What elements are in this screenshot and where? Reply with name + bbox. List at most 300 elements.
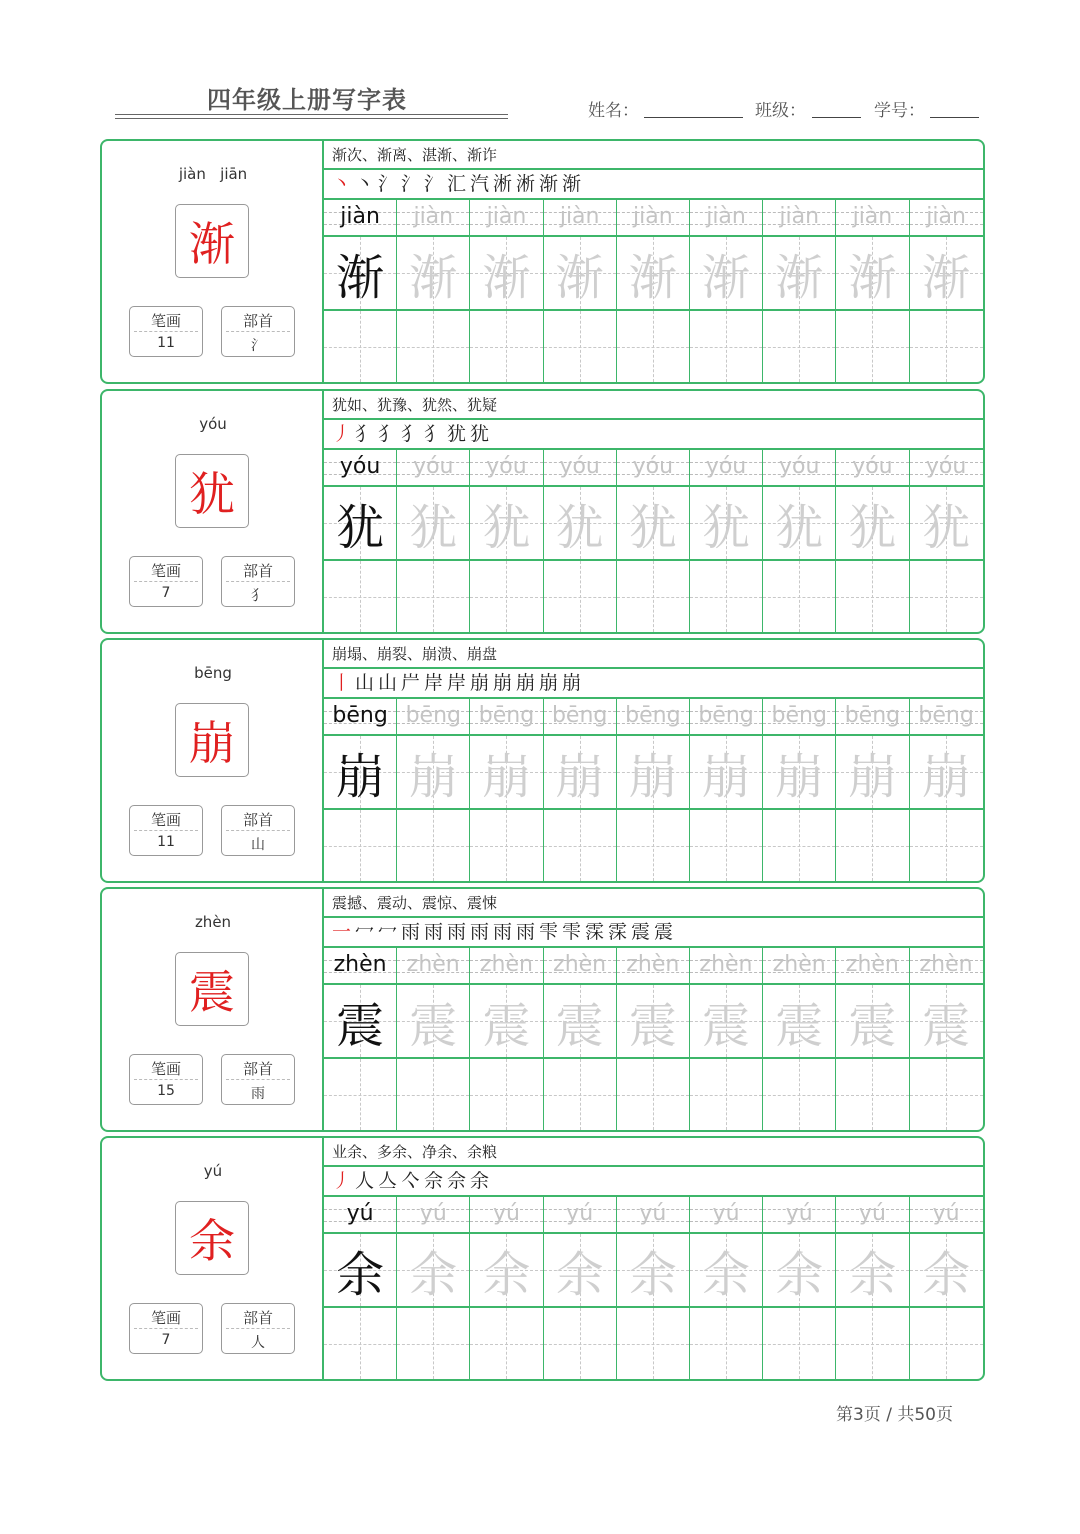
example-words: 崩塌、崩裂、崩溃、崩盘	[324, 640, 983, 669]
stroke-order-step: 余	[470, 1170, 490, 1192]
char-cell[interactable]	[544, 985, 617, 1057]
pinyin-cell[interactable]	[470, 699, 543, 734]
char-cell[interactable]	[617, 487, 690, 559]
stroke-order-row	[324, 918, 983, 948]
char-cell[interactable]	[690, 237, 763, 309]
blank-writing-cell[interactable]	[544, 810, 617, 881]
char-cell[interactable]	[836, 237, 909, 309]
stroke-order-step: 一	[332, 921, 352, 943]
pinyin-trace: bēng	[918, 703, 974, 728]
pinyin-cell[interactable]	[397, 699, 470, 734]
blank-writing-cell[interactable]	[324, 1059, 397, 1130]
stroke-order-step: 雨	[493, 921, 513, 943]
pinyin-cell[interactable]	[397, 450, 470, 485]
char-trace: 崩	[702, 748, 751, 805]
character-card	[100, 389, 985, 634]
char-cell[interactable]	[397, 487, 470, 559]
pinyin-trace: yú	[858, 1201, 886, 1226]
pinyin-cell[interactable]	[324, 450, 397, 485]
pinyin-trace: yóu	[925, 454, 967, 479]
card-info-panel	[102, 640, 324, 881]
stroke-order-step: 淅	[493, 173, 513, 195]
stroke-order-row	[324, 170, 983, 200]
pinyin-cell[interactable]	[910, 1197, 983, 1232]
stroke-order-step: 岸	[447, 672, 467, 694]
stroke-order-step: 崩	[539, 672, 559, 694]
stroke-order-step: 氵	[378, 173, 398, 195]
char-model: 渐	[336, 249, 385, 306]
char-trace-row	[324, 985, 983, 1059]
pinyin-cell[interactable]	[690, 1197, 763, 1232]
practice-grid	[324, 141, 983, 382]
char-blank-row	[324, 561, 983, 632]
pinyin-cell[interactable]	[397, 948, 470, 983]
stroke-count-value: 7	[161, 585, 171, 601]
stroke-order-step: 犭	[424, 423, 444, 445]
char-cell[interactable]	[690, 487, 763, 559]
char-trace-row	[324, 237, 983, 311]
pinyin-cell[interactable]	[910, 699, 983, 734]
pinyin-cell[interactable]	[544, 948, 617, 983]
blank-writing-cell[interactable]	[397, 311, 470, 382]
pinyin-cell[interactable]	[544, 1197, 617, 1232]
blank-writing-cell[interactable]	[544, 311, 617, 382]
stroke-order-step: 犭	[401, 423, 421, 445]
pinyin-cell[interactable]	[910, 450, 983, 485]
stroke-order-step: 雫	[539, 921, 559, 943]
page-title: 四年级上册写字表	[207, 86, 407, 114]
stroke-order-step: 雨	[516, 921, 536, 943]
character-card	[100, 1136, 985, 1381]
radical-box	[221, 1303, 295, 1354]
pinyin-trace: yóu	[632, 454, 674, 479]
char-cell[interactable]	[690, 1234, 763, 1306]
pinyin-cell[interactable]	[836, 450, 909, 485]
blank-writing-cell[interactable]	[617, 561, 690, 632]
char-cell[interactable]	[324, 1234, 397, 1306]
char-cell[interactable]	[397, 736, 470, 808]
pinyin-trace: bēng	[478, 703, 535, 728]
char-cell[interactable]	[836, 1234, 909, 1306]
stroke-order-step: 汽	[470, 173, 490, 195]
radical-label: 部首	[242, 1309, 273, 1327]
number-label: 学号：	[874, 101, 925, 121]
char-pinyin: zhèn	[194, 913, 232, 931]
blank-writing-cell[interactable]	[397, 1308, 470, 1379]
char-cell[interactable]	[470, 1234, 543, 1306]
practice-grid	[324, 889, 983, 1130]
char-trace: 震	[409, 997, 458, 1054]
practice-grid	[324, 640, 983, 881]
char-trace: 震	[848, 997, 897, 1054]
stroke-order-step: 犹	[447, 423, 467, 445]
radical-label: 部首	[242, 811, 273, 829]
char-trace: 崩	[628, 748, 677, 805]
char-cell[interactable]	[763, 487, 836, 559]
pinyin-trace: jiàn	[852, 204, 893, 229]
pinyin-trace: yú	[932, 1201, 960, 1226]
title-underline-2	[115, 118, 508, 119]
char-pinyin: yóu	[199, 415, 227, 433]
blank-writing-cell[interactable]	[617, 1308, 690, 1379]
blank-writing-cell[interactable]	[910, 1308, 983, 1379]
example-words: 渐次、渐离、湛渐、渐诈	[324, 141, 983, 170]
char-cell[interactable]	[763, 1234, 836, 1306]
stroke-order-step: 犭	[378, 423, 398, 445]
blank-writing-cell[interactable]	[544, 1059, 617, 1130]
main-character: 崩	[175, 703, 249, 777]
blank-writing-cell[interactable]	[470, 1308, 543, 1379]
char-trace: 震	[702, 997, 751, 1054]
char-trace: 震	[628, 997, 677, 1054]
char-cell[interactable]	[617, 736, 690, 808]
char-trace: 余	[555, 1246, 604, 1303]
radical-value: 雨	[251, 1086, 265, 1102]
stroke-order-row	[324, 669, 983, 699]
blank-writing-cell[interactable]	[690, 561, 763, 632]
pinyin-cell[interactable]	[690, 948, 763, 983]
pinyin-model: yóu	[339, 454, 381, 479]
pinyin-trace: yú	[566, 1201, 594, 1226]
char-cell[interactable]	[397, 1234, 470, 1306]
blank-writing-cell[interactable]	[617, 311, 690, 382]
divider	[134, 830, 198, 831]
blank-writing-cell[interactable]	[397, 810, 470, 881]
pinyin-cell[interactable]	[544, 699, 617, 734]
stroke-order-step: 亼	[378, 1170, 398, 1192]
blank-writing-cell[interactable]	[836, 1308, 909, 1379]
radical-box	[221, 805, 295, 856]
char-cell[interactable]	[470, 237, 543, 309]
stroke-order-step: 犭	[355, 423, 375, 445]
char-cell[interactable]	[544, 487, 617, 559]
char-trace: 犹	[628, 499, 677, 556]
pinyin-trace: yóu	[413, 454, 454, 479]
radical-value: 犭	[251, 588, 265, 604]
divider	[226, 1328, 290, 1329]
pinyin-cell[interactable]	[910, 200, 983, 235]
char-trace: 犹	[848, 499, 897, 556]
pinyin-cell[interactable]	[397, 1197, 470, 1232]
pinyin-trace: bēng	[844, 703, 901, 728]
class-field[interactable]	[812, 117, 861, 118]
char-model: 余	[336, 1246, 385, 1303]
char-cell[interactable]	[690, 736, 763, 808]
blank-writing-cell[interactable]	[544, 561, 617, 632]
blank-writing-cell[interactable]	[836, 311, 909, 382]
blank-writing-cell[interactable]	[470, 1059, 543, 1130]
divider	[134, 1328, 198, 1329]
stroke-count-value: 11	[157, 834, 175, 850]
stroke-order-step: 雨	[424, 921, 444, 943]
char-trace: 渐	[702, 249, 751, 306]
pinyin-trace: jiàn	[413, 204, 454, 229]
char-cell[interactable]	[544, 1234, 617, 1306]
char-trace: 犹	[922, 499, 971, 556]
pinyin-cell[interactable]	[544, 450, 617, 485]
char-trace: 渐	[555, 249, 604, 306]
pinyin-trace: jiàn	[779, 204, 820, 229]
blank-writing-cell[interactable]	[324, 311, 397, 382]
pinyin-model: zhèn	[333, 952, 387, 977]
stroke-order-step: 震	[654, 921, 674, 943]
divider	[226, 331, 290, 332]
stroke-count-label: 笔画	[150, 811, 181, 829]
blank-writing-cell[interactable]	[836, 561, 909, 632]
stroke-order-step: 犹	[470, 423, 490, 445]
char-cell[interactable]	[617, 1234, 690, 1306]
blank-writing-cell[interactable]	[763, 561, 836, 632]
char-cell[interactable]	[763, 985, 836, 1057]
char-cell[interactable]	[617, 237, 690, 309]
pinyin-cell[interactable]	[617, 200, 690, 235]
char-cell[interactable]	[836, 736, 909, 808]
char-trace: 震	[555, 997, 604, 1054]
char-cell[interactable]	[910, 736, 983, 808]
stroke-order-step: 崩	[562, 672, 582, 694]
blank-writing-cell[interactable]	[763, 1308, 836, 1379]
radical-value: 人	[251, 1335, 265, 1351]
pinyin-practice-row	[324, 1197, 983, 1234]
char-cell[interactable]	[836, 985, 909, 1057]
char-trace-row	[324, 487, 983, 561]
pinyin-cell[interactable]	[690, 699, 763, 734]
blank-writing-cell[interactable]	[470, 311, 543, 382]
stroke-count-value: 15	[157, 1083, 175, 1099]
divider	[134, 331, 198, 332]
character-card	[100, 887, 985, 1132]
pinyin-trace: jiàn	[559, 204, 600, 229]
char-cell[interactable]	[324, 487, 397, 559]
char-cell[interactable]	[910, 237, 983, 309]
pinyin-trace: yú	[419, 1201, 447, 1226]
blank-writing-cell[interactable]	[690, 1308, 763, 1379]
char-trace: 渐	[409, 249, 458, 306]
pinyin-cell[interactable]	[397, 200, 470, 235]
character-card	[100, 139, 985, 384]
pinyin-cell[interactable]	[910, 948, 983, 983]
char-cell[interactable]	[617, 985, 690, 1057]
pinyin-cell[interactable]	[763, 200, 836, 235]
pinyin-cell[interactable]	[763, 948, 836, 983]
pinyin-cell[interactable]	[763, 1197, 836, 1232]
char-trace: 余	[628, 1246, 677, 1303]
pinyin-cell[interactable]	[617, 450, 690, 485]
stroke-order-step: 亽	[401, 1170, 421, 1192]
blank-writing-cell[interactable]	[324, 561, 397, 632]
stroke-order-step: 屵	[401, 672, 421, 694]
pinyin-practice-row	[324, 200, 983, 237]
blank-writing-cell[interactable]	[324, 810, 397, 881]
stroke-order-step: 汇	[447, 173, 467, 195]
pinyin-cell[interactable]	[836, 1197, 909, 1232]
blank-writing-cell[interactable]	[690, 810, 763, 881]
char-cell[interactable]	[324, 985, 397, 1057]
char-blank-row	[324, 810, 983, 881]
char-cell[interactable]	[763, 736, 836, 808]
char-trace: 崩	[482, 748, 531, 805]
pinyin-cell[interactable]	[470, 948, 543, 983]
char-cell[interactable]	[690, 985, 763, 1057]
char-trace: 渐	[922, 249, 971, 306]
char-trace: 余	[848, 1246, 897, 1303]
number-field[interactable]	[930, 117, 979, 118]
char-model: 震	[336, 997, 385, 1054]
divider	[134, 1079, 198, 1080]
pinyin-cell[interactable]	[617, 948, 690, 983]
stroke-order-step: 渐	[562, 173, 582, 195]
divider	[134, 581, 198, 582]
stroke-order-step: 霂	[585, 921, 605, 943]
pinyin-cell[interactable]	[324, 699, 397, 734]
pinyin-practice-row	[324, 699, 983, 736]
radical-box	[221, 306, 295, 357]
radical-label: 部首	[242, 312, 273, 330]
stroke-count-label: 笔画	[150, 1060, 181, 1078]
blank-writing-cell[interactable]	[836, 810, 909, 881]
stroke-order-step: 霂	[608, 921, 628, 943]
char-trace: 崩	[775, 748, 824, 805]
pinyin-cell[interactable]	[617, 1197, 690, 1232]
char-cell[interactable]	[470, 487, 543, 559]
char-trace: 崩	[848, 748, 897, 805]
char-trace: 犹	[702, 499, 751, 556]
char-cell[interactable]	[910, 1234, 983, 1306]
char-cell[interactable]	[470, 736, 543, 808]
pinyin-cell[interactable]	[763, 699, 836, 734]
main-character: 犹	[175, 454, 249, 528]
pinyin-cell[interactable]	[836, 948, 909, 983]
pinyin-trace: bēng	[405, 703, 461, 728]
pinyin-trace: jiàn	[706, 204, 746, 229]
pinyin-cell[interactable]	[324, 948, 397, 983]
stroke-order-step: 雫	[562, 921, 582, 943]
blank-writing-cell[interactable]	[324, 1308, 397, 1379]
char-cell[interactable]	[910, 487, 983, 559]
example-words: 犹如、犹豫、犹然、犹疑	[324, 391, 983, 420]
blank-writing-cell[interactable]	[690, 1059, 763, 1130]
pinyin-trace: jiàn	[926, 204, 966, 229]
pinyin-cell[interactable]	[324, 1197, 397, 1232]
stroke-count-box	[129, 1054, 203, 1105]
pinyin-cell[interactable]	[617, 699, 690, 734]
pinyin-cell[interactable]	[690, 450, 763, 485]
pinyin-trace: yóu	[705, 454, 747, 479]
char-trace: 渐	[848, 249, 897, 306]
pinyin-cell[interactable]	[690, 200, 763, 235]
pinyin-cell[interactable]	[470, 200, 543, 235]
stroke-order-step: 雨	[470, 921, 490, 943]
divider	[226, 581, 290, 582]
blank-writing-cell[interactable]	[910, 1059, 983, 1130]
blank-writing-cell[interactable]	[836, 1059, 909, 1130]
char-cell[interactable]	[910, 985, 983, 1057]
char-trace: 余	[775, 1246, 824, 1303]
pinyin-cell[interactable]	[836, 200, 909, 235]
stroke-order-step: 崩	[470, 672, 490, 694]
blank-writing-cell[interactable]	[910, 311, 983, 382]
char-trace: 余	[922, 1246, 971, 1303]
char-cell[interactable]	[397, 985, 470, 1057]
example-words: 业余、多余、净余、余粮	[324, 1138, 983, 1167]
card-info-panel	[102, 1138, 324, 1379]
character-card	[100, 638, 985, 883]
pinyin-trace: bēng	[698, 703, 754, 728]
divider	[226, 1079, 290, 1080]
blank-writing-cell[interactable]	[763, 311, 836, 382]
stroke-count-box	[129, 805, 203, 856]
char-cell[interactable]	[397, 237, 470, 309]
stroke-order-row	[324, 420, 983, 450]
char-cell[interactable]	[324, 736, 397, 808]
stroke-order-step: 人	[355, 1170, 375, 1192]
pinyin-cell[interactable]	[324, 200, 397, 235]
pinyin-model: jiàn	[340, 204, 380, 229]
blank-writing-cell[interactable]	[763, 810, 836, 881]
pinyin-trace: zhèn	[626, 952, 680, 977]
char-trace: 犹	[775, 499, 824, 556]
blank-writing-cell[interactable]	[763, 1059, 836, 1130]
char-cell[interactable]	[836, 487, 909, 559]
blank-writing-cell[interactable]	[470, 561, 543, 632]
blank-writing-cell[interactable]	[617, 1059, 690, 1130]
blank-writing-cell[interactable]	[397, 561, 470, 632]
pinyin-trace: yóu	[779, 454, 820, 479]
stroke-count-label: 笔画	[150, 1309, 181, 1327]
char-cell[interactable]	[763, 237, 836, 309]
blank-writing-cell[interactable]	[910, 810, 983, 881]
char-cell[interactable]	[544, 736, 617, 808]
pinyin-cell[interactable]	[763, 450, 836, 485]
stroke-order-step: 崩	[516, 672, 536, 694]
pinyin-trace: yóu	[852, 454, 893, 479]
card-info-panel	[102, 141, 324, 382]
pinyin-cell[interactable]	[544, 200, 617, 235]
char-trace: 崩	[409, 748, 458, 805]
blank-writing-cell[interactable]	[690, 311, 763, 382]
main-character: 渐	[175, 204, 249, 278]
pinyin-cell[interactable]	[836, 699, 909, 734]
pinyin-practice-row	[324, 948, 983, 985]
blank-writing-cell[interactable]	[910, 561, 983, 632]
pinyin-trace: yú	[639, 1201, 667, 1226]
char-trace-row	[324, 1234, 983, 1308]
char-pinyin: yú	[203, 1162, 223, 1180]
pinyin-cell[interactable]	[470, 450, 543, 485]
char-cell[interactable]	[470, 985, 543, 1057]
char-cell[interactable]	[324, 237, 397, 309]
char-trace: 震	[482, 997, 531, 1054]
stroke-order-step: 丿	[332, 1170, 352, 1192]
class-label: 班级：	[755, 101, 806, 121]
blank-writing-cell[interactable]	[397, 1059, 470, 1130]
blank-writing-cell[interactable]	[617, 810, 690, 881]
name-field[interactable]	[644, 117, 743, 118]
char-cell[interactable]	[544, 237, 617, 309]
char-trace: 震	[775, 997, 824, 1054]
stroke-order-step: 渐	[539, 173, 559, 195]
card-info-panel	[102, 391, 324, 632]
pinyin-trace: yú	[785, 1201, 813, 1226]
stroke-order-step: 丿	[332, 423, 352, 445]
blank-writing-cell[interactable]	[470, 810, 543, 881]
blank-writing-cell[interactable]	[544, 1308, 617, 1379]
pinyin-trace: yú	[492, 1201, 520, 1226]
pinyin-trace: zhèn	[699, 952, 753, 977]
stroke-order-step: 冖	[355, 921, 375, 943]
pinyin-cell[interactable]	[470, 1197, 543, 1232]
stroke-order-step: 山	[355, 672, 375, 694]
